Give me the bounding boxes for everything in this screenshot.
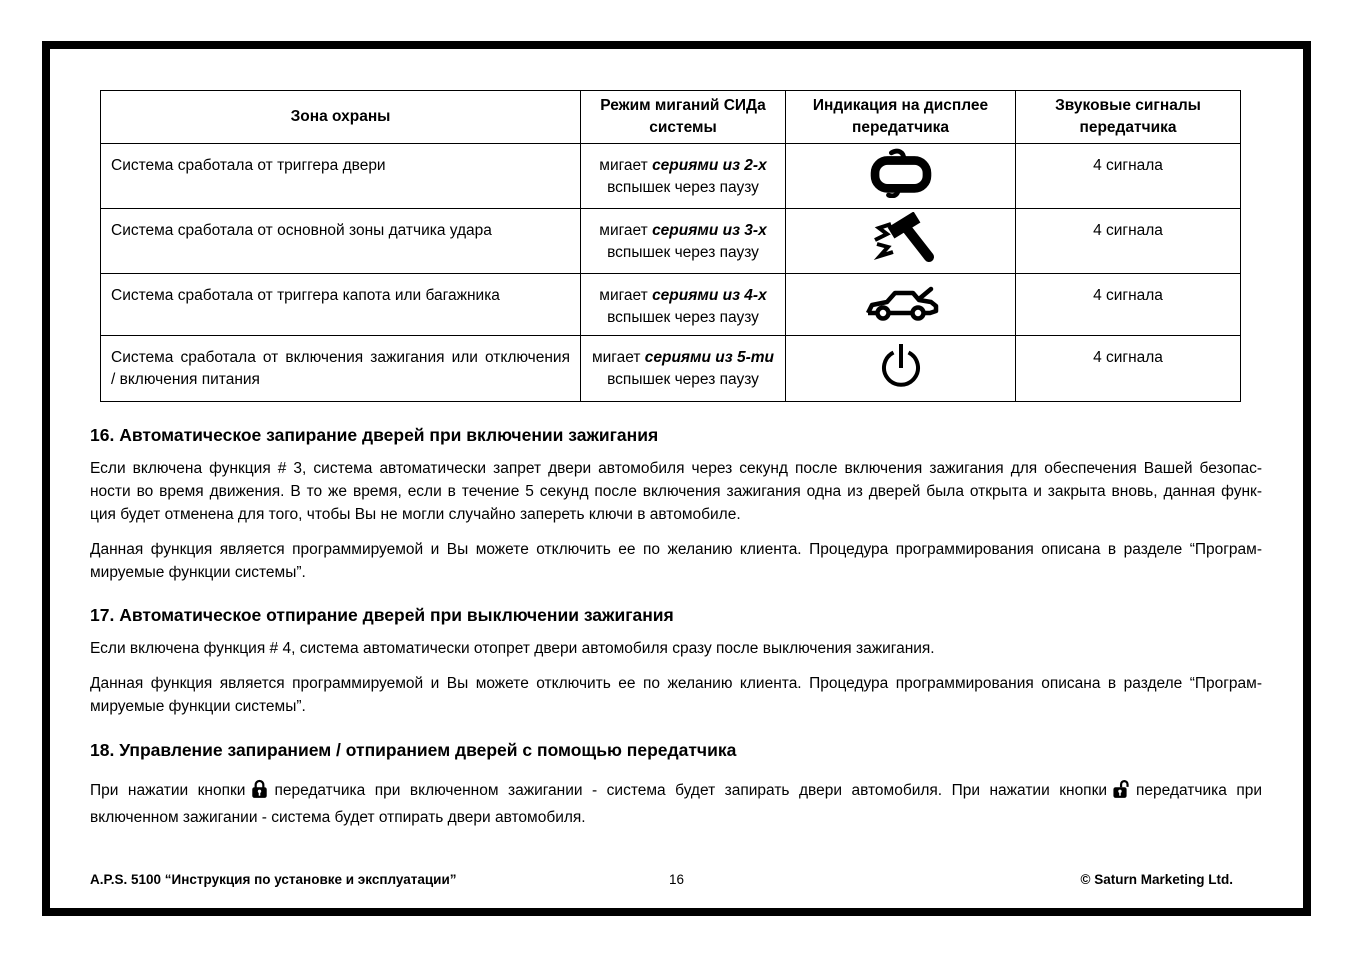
section-18-heading: 18. Управление запиранием / отпиранием дверей с помощью передатчика: [90, 740, 737, 760]
page-footer: [50, 872, 1303, 890]
page-number: 16: [668, 872, 685, 887]
section-16-paragraph-2: Данная функция является программируемой и Вы можете отключить ее по желанию клиента. Процедура программирования описана в разделе “Програм- мируемые функции системы”.: [90, 541, 1262, 581]
sound-cell: 4 сигнала: [1016, 209, 1241, 274]
table-header-row: [101, 91, 1241, 144]
sound-cell: 4 сигнала: [1016, 336, 1241, 402]
table-row: [101, 336, 1241, 402]
power-icon: [878, 376, 924, 393]
blink-mode-cell: мигает сериями из 4-х вспышек через паузу: [581, 274, 786, 336]
footer-copyright: © Saturn Marketing Ltd.: [1080, 872, 1233, 887]
section-17-heading: 17. Автоматическое отпирание дверей при выключении зажигания: [90, 605, 674, 625]
table-row: [101, 274, 1241, 336]
table-row: [101, 209, 1241, 274]
blink-mode-cell: мигает сериями из 2-х вспышек через паузу: [581, 144, 786, 209]
manual-page: [42, 41, 1311, 916]
section-18-paragraph-1: [90, 779, 1262, 829]
zone-cell: Система сработала от основной зоны датчика удара: [101, 209, 581, 274]
blink-mode-cell: мигает сериями из 5-ти вспышек через паузу: [581, 336, 786, 402]
alarm-zones-table: [100, 90, 1241, 402]
car-open-trunk-icon: [860, 311, 942, 328]
section-18-text-1: При нажатии кнопки: [90, 782, 246, 799]
section-16-heading: 16. Автоматическое запирание дверей при включении зажигания: [90, 425, 659, 445]
door-indicator-icon: [868, 185, 934, 202]
shock-sensor-icon: [867, 251, 935, 268]
sound-cell: 4 сигнала: [1016, 274, 1241, 336]
section-18-text-3: передатчика при включенном зажигании - система будет отпирать двери автомобиля.: [90, 782, 1263, 826]
section-16-paragraph-1: Если включена функция # 3, система автоматически запрет двери автомобиля через секунд после включения зажигания для обеспечения Вашей безопас- ности во время движения. В то же время, если в течение 5 секунд после включения зажигания одна из дверей была открыта и закрыта вновь, данная функ- ция будет отменена для того, чтобы Вы не могли случайно запереть ключи в автомобиле.: [90, 460, 1262, 523]
sound-cell: 4 сигнала: [1016, 144, 1241, 209]
zone-cell: Система сработала от включения зажигания или отключения / включения питания: [101, 336, 581, 402]
lock-closed-icon: [251, 779, 268, 806]
col-header-led-mode: Режим миганий СИДа системы: [581, 91, 786, 144]
footer-document-title: A.P.S. 5100 “Инструкция по установке и эксплуатации”: [90, 872, 457, 887]
body-text: [90, 425, 1262, 829]
col-header-display-indication: Индикация на дисплее передатчика: [786, 91, 1016, 144]
col-header-sound-signals: Звуковые сигналы передатчика: [1016, 91, 1241, 144]
zone-cell: Система сработала от триггера двери: [101, 144, 581, 209]
col-header-zone: Зона охраны: [101, 91, 581, 144]
section-18-text-2: передатчика при включенном зажигании - система будет запирать двери автомобиля. При нажатии кнопки: [274, 782, 1108, 799]
zone-cell: Система сработала от триггера капота или багажника: [101, 274, 581, 336]
table-row: [101, 144, 1241, 209]
lock-open-icon: [1113, 779, 1130, 806]
section-17-paragraph-1: Если включена функция # 4, система автоматически отопрет двери автомобиля сразу после выключения зажигания.: [90, 640, 935, 657]
section-17-paragraph-2: Данная функция является программируемой и Вы можете отключить ее по желанию клиента. Процедура программирования описана в разделе “Програм- мируемые функции системы”.: [90, 675, 1262, 715]
blink-mode-cell: мигает сериями из 3-х вспышек через паузу: [581, 209, 786, 274]
